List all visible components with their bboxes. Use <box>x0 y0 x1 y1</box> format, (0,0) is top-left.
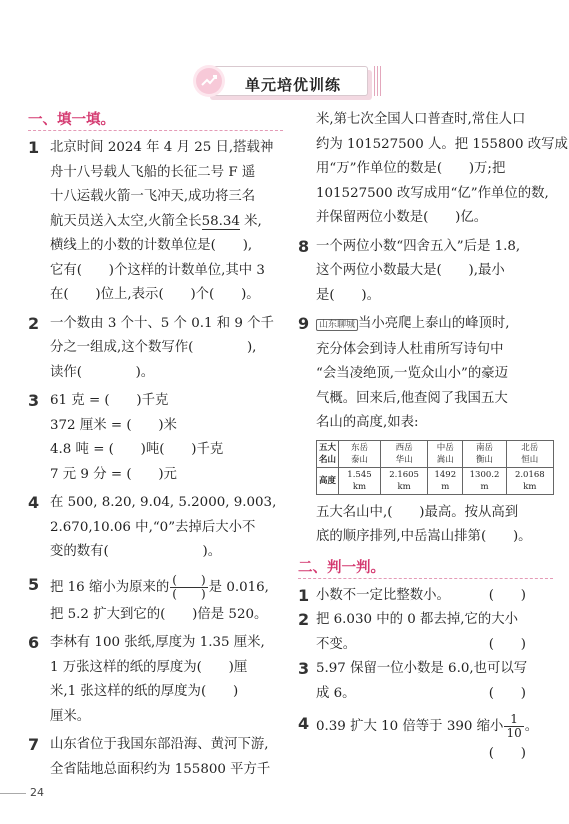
question-4 <box>28 491 293 565</box>
question-text: 山东省位于我国东部沿海、黄河下游, <box>50 737 269 752</box>
question-number: 9 <box>298 314 310 333</box>
table-cell: 东岳 泰山 <box>339 440 381 467</box>
table-cell: 2.0168 km <box>506 467 553 494</box>
question-text: 米,第七次全国人口普查时,常住人口 <box>316 112 526 127</box>
fraction-numerator: ( ) <box>172 572 206 587</box>
question-text: 并保留两位小数是( )亿。 <box>316 210 488 225</box>
question-text: 气概。回来后,他查阅了我国五大 <box>316 390 508 406</box>
right-column <box>298 108 568 761</box>
question-text: 4.8 吨 = ( )吨( )千克 <box>50 442 224 457</box>
question-7 <box>28 733 293 782</box>
question-text: 7 元 9 分 = ( )元 <box>50 466 177 482</box>
question-7-continued <box>298 108 568 231</box>
question-9 <box>298 312 554 550</box>
question-text: 2.670,10.06 中,“0”去掉后大小不 <box>50 519 256 535</box>
question-text-part: 成 6。 <box>316 685 356 701</box>
question-text <box>316 633 554 658</box>
question-text: 一个数由 3 个十、5 个 0.1 和 9 个千 <box>50 315 274 331</box>
table-cell: 1300.2 m <box>463 467 506 494</box>
question-text: 372 厘米 = ( )米 <box>50 417 177 433</box>
judge-question-4 <box>298 712 554 761</box>
question-text: 它有( )个这样的计数单位,其中 3 <box>50 262 265 278</box>
question-text: 这个两位小数最大是( ),最小 <box>316 263 505 278</box>
section-header-badge <box>196 64 374 100</box>
question-3 <box>28 389 293 487</box>
fraction-denominator: ( ) <box>172 586 206 601</box>
question-text: 底的顺序排列,中岳嵩山排第( )。 <box>316 529 532 544</box>
left-column <box>28 108 293 782</box>
question-text: 把 5.2 扩大到它的( )倍是 520。 <box>50 606 268 622</box>
question-number: 4 <box>28 493 40 512</box>
question-text <box>50 210 293 235</box>
question-number: 6 <box>28 633 40 652</box>
question-text: 李林有 100 张纸,厚度为 1.35 厘米, <box>50 635 265 650</box>
question-text: 名山的高度,如表: <box>316 415 419 430</box>
page-number-rule <box>0 793 26 794</box>
question-text: 用“万”作单位的数是( )万;把 <box>316 161 506 176</box>
question-text-part: 小数不一定比整数小。 <box>316 587 450 603</box>
table-cell: 中岳 嵩山 <box>428 440 463 467</box>
question-text <box>50 573 293 603</box>
question-text: 厘米。 <box>50 708 91 724</box>
trend-chart-icon <box>196 68 222 94</box>
question-text: 把 6.030 中的 0 都去掉,它的大小 <box>316 612 519 627</box>
question-text: 在( )位上,表示( )个( )。 <box>50 287 260 302</box>
question-text <box>316 682 554 707</box>
section-title-text: 一、填一填。 <box>28 112 115 128</box>
judge-question-2 <box>298 608 554 657</box>
question-number: 3 <box>298 659 310 678</box>
fraction-denominator: 10 <box>506 726 522 740</box>
answer-blank[interactable]: ( ) <box>488 685 526 701</box>
question-number: 8 <box>298 236 310 256</box>
table-cell: 南岳 衡山 <box>463 440 506 467</box>
question-number: 4 <box>298 714 310 733</box>
section-divider <box>28 130 283 132</box>
question-text-part: 是 0.016, <box>208 579 269 595</box>
answer-blank[interactable]: ( ) <box>488 587 526 603</box>
question-text: 五大名山中,( )最高。按从高到 <box>316 504 519 520</box>
section-title-text: 二、判一判。 <box>298 559 385 576</box>
question-text: “会当凌绝顶,一览众山小”的豪迈 <box>316 366 509 381</box>
question-text: 约为 101527500 人。把 155800 改写成 <box>316 136 568 152</box>
table-cell: 2.1605 km <box>380 467 427 494</box>
question-2 <box>28 312 293 386</box>
question-text-part: 把 16 缩小为原来的 <box>50 579 170 595</box>
decorative-lines <box>374 66 382 96</box>
table-cell: 1.545 km <box>339 467 381 494</box>
question-number: 2 <box>28 313 40 333</box>
question-number: 1 <box>28 138 40 157</box>
question-text: 十八运载火箭一飞冲天,成功将三名 <box>50 189 256 204</box>
question-number: 5 <box>28 574 40 594</box>
question-text: 61 克 = ( )千克 <box>50 393 169 408</box>
question-number: 2 <box>298 610 310 629</box>
question-text: 是( )。 <box>316 287 381 303</box>
question-text: 1 万张这样的纸的厚度为( )厘 <box>50 659 248 675</box>
question-text <box>316 312 554 338</box>
question-number: 1 <box>298 585 310 605</box>
question-text: 充分体会到诗人杜甫所写诗句中 <box>316 341 504 357</box>
table-header-cell: 五大 名山 <box>317 440 339 467</box>
question-6 <box>28 631 293 729</box>
table-row <box>317 440 554 467</box>
fraction <box>504 713 523 740</box>
question-text-part: 0.39 扩大 10 倍等于 390 缩小 <box>316 719 504 734</box>
answer-blank[interactable]: ( ) <box>488 636 526 652</box>
fraction-numerator: 1 <box>504 713 523 727</box>
question-1 <box>28 136 293 308</box>
section-divider <box>298 578 553 580</box>
mountain-height-table <box>316 440 554 495</box>
question-number: 7 <box>28 735 40 754</box>
question-text-part: 。 <box>524 719 539 734</box>
question-text: 读作( )。 <box>50 364 155 380</box>
question-text: 101527500 改写成用“亿”作单位的数, <box>316 185 549 201</box>
section-fill-in-title <box>28 108 293 132</box>
question-text <box>316 712 554 742</box>
judge-question-3 <box>298 657 554 706</box>
question-5 <box>28 573 293 628</box>
question-text-part: 当小亮爬上泰山的峰顶时, <box>358 316 510 331</box>
table-header-cell: 高度 <box>317 467 339 494</box>
question-8 <box>298 235 554 309</box>
underlined-number: 58.34 <box>201 213 240 229</box>
question-text: 在 500, 8.20, 9.04, 5.2000, 9.003, <box>50 495 277 510</box>
question-text: 分之一组成,这个数写作( ), <box>50 340 257 355</box>
question-text: 舟十八号载人飞船的长征二号 F 遥 <box>50 164 256 180</box>
question-text: 米,1 张这样的纸的厚度为( ) <box>50 684 239 699</box>
section-judge-title <box>298 556 554 580</box>
table-cell: 北岳 恒山 <box>506 440 553 467</box>
header-box <box>206 66 368 96</box>
page-number: 24 <box>30 786 44 799</box>
question-text <box>316 584 554 609</box>
question-text-part: 航天员送入太空,火箭全长 <box>50 213 202 229</box>
question-text-part: 米, <box>239 213 262 229</box>
question-text: 横线上的小数的计数单位是( ), <box>50 238 253 253</box>
answer-blank[interactable]: ( ) <box>488 746 526 761</box>
question-number: 3 <box>28 391 40 410</box>
question-text: 北京时间 2024 年 4 月 25 日,搭载神 <box>50 140 274 155</box>
page-title: 单元培优训练 <box>245 76 342 94</box>
source-tag: 山东聊城 <box>316 319 358 331</box>
blank-fraction <box>170 574 207 601</box>
question-text-part: 不变。 <box>316 636 357 652</box>
question-text: 变的数有( )。 <box>50 544 222 559</box>
judge-question-1 <box>298 584 554 609</box>
table-cell: 1492 m <box>428 467 463 494</box>
question-text: 5.97 保留一位小数是 6.0,也可以写 <box>316 661 528 676</box>
question-text: 一个两位小数“四舍五入”后是 1.8, <box>316 238 521 254</box>
question-text: 全省陆地总面积约为 155800 平方千 <box>50 761 271 777</box>
table-row <box>317 467 554 494</box>
table-cell: 西岳 华山 <box>380 440 427 467</box>
